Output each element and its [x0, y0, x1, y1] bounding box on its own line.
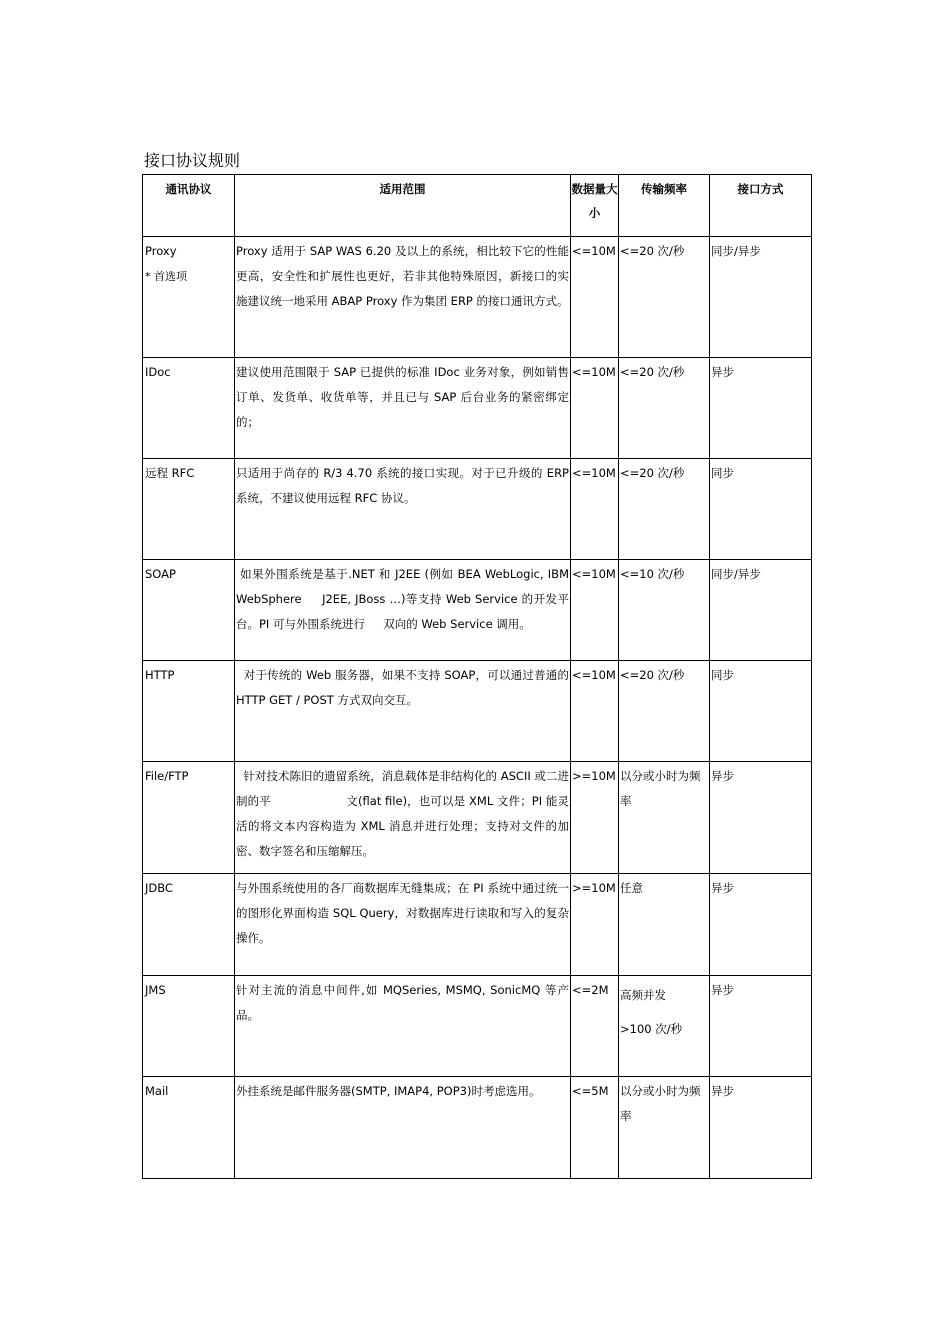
table-row [143, 762, 812, 874]
table-row [143, 976, 812, 1077]
frequency-line-1: 高频并发 [620, 988, 666, 1002]
frequency-cell: <=10 次/秒 [619, 560, 710, 661]
table-row [143, 358, 812, 459]
size-cell: <=10M [571, 459, 619, 560]
frequency-cell: <=20 次/秒 [619, 661, 710, 762]
scope-cell: 针对技术陈旧的遗留系统，消息载体是非结构化的 ASCII 或二进制的平 文(flat file)，也可以是 XML 文件；PI 能灵活的将文本内容构造为 XML 消息并进行处理；支持对文件的加密、数字签名和压缩解压。 [235, 762, 571, 874]
frequency-line-2: >100 次/秒 [620, 1022, 683, 1036]
scope-cell: 如果外围系统是基于.NET 和 J2EE (例如 BEA WebLogic, IBM WebSphere J2EE, JBoss …)等支持 Web Service 的开发平台。PI 可与外围系统进行 双向的 Web Service 调用。 [235, 560, 571, 661]
protocol-rules-table [142, 174, 812, 1179]
mode-cell: 异步 [710, 976, 812, 1077]
scope-cell: 外挂系统是邮件服务器(SMTP, IMAP4, POP3)时考虑选用。 [235, 1077, 571, 1179]
mode-cell: 同步/异步 [710, 560, 812, 661]
protocol-cell: JDBC [143, 874, 235, 976]
scope-cell: 针对主流的消息中间件,如 MQSeries, MSMQ, SonicMQ 等产品。 [235, 976, 571, 1077]
protocol-cell: IDoc [143, 358, 235, 459]
header-protocol: 通讯协议 [143, 175, 235, 237]
size-cell: <=10M [571, 661, 619, 762]
table-row [143, 560, 812, 661]
scope-cell: 与外围系统使用的各厂商数据库无缝集成；在 PI 系统中通过统一的图形化界面构造 SQL Query，对数据库进行读取和写入的复杂操作。 [235, 874, 571, 976]
table-row [143, 459, 812, 560]
size-cell: >=10M [571, 874, 619, 976]
size-cell: >=10M [571, 762, 619, 874]
scope-cell: 对于传统的 Web 服务器，如果不支持 SOAP，可以通过普通的 HTTP GET / POST 方式双向交互。 [235, 661, 571, 762]
preferred-note: * 首选项 [145, 270, 187, 283]
frequency-cell: 任意 [619, 874, 710, 976]
protocol-cell [143, 237, 235, 358]
header-mode: 接口方式 [710, 175, 812, 237]
protocol-name: Proxy [145, 244, 177, 258]
mode-cell: 异步 [710, 874, 812, 976]
scope-cell: 建议使用范围限于 SAP 已提供的标准 IDoc 业务对象，例如销售订单、发货单、收货单等，并且已与 SAP 后台业务的紧密绑定的； [235, 358, 571, 459]
size-cell: <=10M [571, 237, 619, 358]
size-cell: <=5M [571, 1077, 619, 1179]
header-frequency: 传输频率 [619, 175, 710, 237]
mode-cell: 异步 [710, 1077, 812, 1179]
protocol-cell: 远程 RFC [143, 459, 235, 560]
table-row [143, 237, 812, 358]
frequency-cell: 以分或小时为频率 [619, 762, 710, 874]
size-cell: <=10M [571, 358, 619, 459]
size-cell: <=2M [571, 976, 619, 1077]
table-header-row [143, 175, 812, 237]
frequency-cell: <=20 次/秒 [619, 237, 710, 358]
table-row [143, 874, 812, 976]
protocol-cell: File/FTP [143, 762, 235, 874]
frequency-cell [619, 976, 710, 1077]
document-title: 接口协议规则 [144, 151, 241, 170]
protocol-cell: Mail [143, 1077, 235, 1179]
frequency-cell: <=20 次/秒 [619, 459, 710, 560]
protocol-cell: JMS [143, 976, 235, 1077]
protocol-cell: HTTP [143, 661, 235, 762]
mode-cell: 同步 [710, 459, 812, 560]
table-row [143, 1077, 812, 1179]
scope-cell: 只适用于尚存的 R/3 4.70 系统的接口实现。对于已升级的 ERP 系统，不建议使用远程 RFC 协议。 [235, 459, 571, 560]
mode-cell: 同步/异步 [710, 237, 812, 358]
mode-cell: 异步 [710, 358, 812, 459]
scope-cell: Proxy 适用于 SAP WAS 6.20 及以上的系统，相比较下它的性能更高，安全性和扩展性也更好，若非其他特殊原因，新接口的实施建议统一地采用 ABAP Proxy 作为集团 ERP 的接口通讯方式。 [235, 237, 571, 358]
mode-cell: 同步 [710, 661, 812, 762]
size-cell: <=10M [571, 560, 619, 661]
frequency-cell: <=20 次/秒 [619, 358, 710, 459]
header-size: 数据量大小 [571, 175, 619, 237]
frequency-cell: 以分或小时为频率 [619, 1077, 710, 1179]
protocol-cell: SOAP [143, 560, 235, 661]
table-row [143, 661, 812, 762]
mode-cell: 异步 [710, 762, 812, 874]
header-scope: 适用范围 [235, 175, 571, 237]
